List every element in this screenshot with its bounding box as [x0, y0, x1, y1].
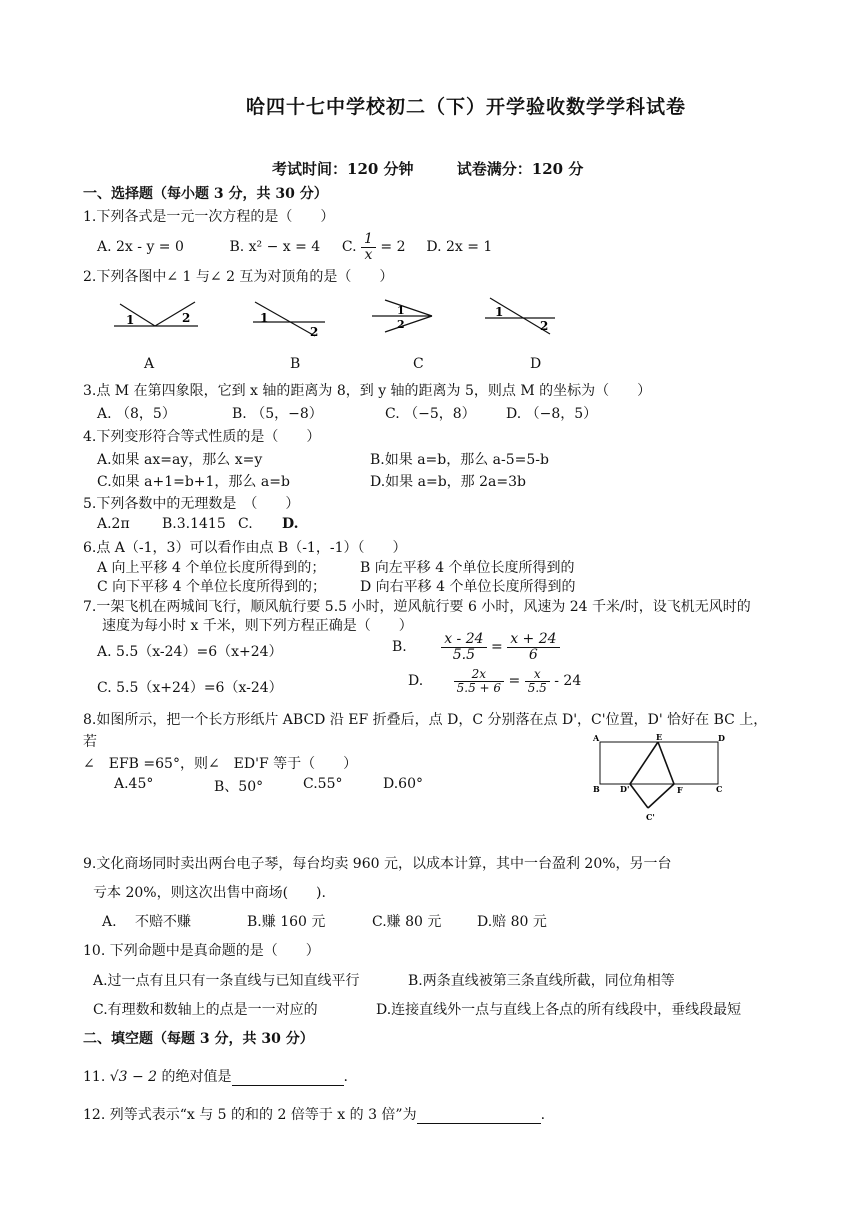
- q4-option-b: B.如果 a=b，那么 a-5=5-b: [370, 452, 549, 468]
- fig-b-angle-2: 2: [310, 325, 319, 339]
- q5-option-b: B.3.1415: [162, 516, 226, 532]
- fig-label-f: F: [677, 785, 683, 795]
- fig-d-angle-2: 2: [540, 319, 549, 333]
- question-7-stem: 7.一架飞机在两城间飞行，顺风航行要 5.5 小时，逆风航行要 6 小时，风速为 24 千米/时，设飞机无风时的: [83, 599, 751, 615]
- fig-d-angle-1: 1: [495, 305, 504, 319]
- q10-option-a: A.过一点有且只有一条直线与已知直线平行: [93, 973, 360, 989]
- section-heading-choice: 一、选择题（每小题 3 分，共 30 分）: [83, 186, 328, 202]
- question-6-stem: 6.点 A（-1，3）可以看作由点 B（-1，-1）（ ）: [83, 540, 407, 556]
- q8-option-d: D.60°: [383, 776, 423, 792]
- figure-label-c: C: [413, 356, 424, 372]
- q1-fraction: $\frac{1}{x}$: [361, 232, 376, 262]
- q1-option-c: C. $\frac{1}{x}$ = 2: [341, 231, 406, 263]
- question-3-stem: 3.点 M 在第四象限，它到 x 轴的距离为 8，到 y 轴的距离为 5，则点 M 的坐标为（ ）: [83, 383, 652, 399]
- q8-option-b: B、50°: [214, 779, 264, 795]
- q9-option-b: B.赚 160 元: [247, 914, 326, 930]
- question-7-stem-cont: 速度为每小时 x 千米，则下列方程正确是（ ）: [102, 618, 413, 634]
- q10-option-b: B.两条直线被第三条直线所截，同位角相等: [408, 973, 675, 989]
- q3-option-b: B. （5，−8）: [232, 406, 323, 422]
- q6-option-a: A 向上平移 4 个单位长度所得到的；: [97, 560, 326, 576]
- figure-label-a: A: [144, 356, 155, 372]
- question-9-stem-cont: 亏本 20%，则这次出售中商场( ).: [93, 885, 326, 901]
- q9-option-d: D.赔 80 元: [477, 914, 547, 930]
- fig-a-angle-1: 1: [126, 313, 135, 327]
- section-heading-fill: 二、填空题（每题 3 分，共 30 分）: [83, 1031, 314, 1047]
- fig-label-d: D: [718, 733, 725, 743]
- q11-answer-blank[interactable]: [232, 1071, 344, 1086]
- q5-option-a: A.2π: [97, 516, 130, 532]
- fig-c-angle-1: 1: [397, 304, 405, 317]
- fig-label-b: B: [593, 784, 600, 794]
- question-9-stem: 9.文化商场同时卖出两台电子琴，每台均卖 960 元，以成本计算，其中一台盈利 20%，另一台: [83, 856, 672, 872]
- question-8-stem: 8.如图所示，把一个长方形纸片 ABCD 沿 EF 折叠后，点 D，C 分别落在点 D'，C'位置，D' 恰好在 BC 上，: [83, 712, 768, 728]
- q5-option-c: C.: [238, 516, 253, 532]
- q8-option-c: C.55°: [303, 776, 343, 792]
- fig-label-a: A: [593, 733, 600, 743]
- q4-option-d: D.如果 a=b，那 2a=3b: [370, 474, 526, 490]
- q8-option-a: A.45°: [114, 776, 154, 792]
- q7-option-a: A. 5.5（x-24）=6（x+24）: [97, 644, 283, 660]
- fig-b-angle-1: 1: [260, 311, 269, 325]
- question-10-stem: 10. 下列命题中是真命题的是（ ）: [83, 943, 320, 959]
- q6-option-b: B 向左平移 4 个单位长度所得到的: [360, 560, 575, 576]
- q7-option-b: B. $\frac{x - 24}{5.5}$ = $\frac{x + 24}{6}$: [392, 632, 560, 662]
- figure-b: [253, 302, 325, 339]
- page-title: 哈四十七中学校初二（下）开学验收数学学科试卷: [246, 96, 687, 118]
- exam-meta: [272, 158, 621, 179]
- q12-answer-blank[interactable]: [417, 1109, 541, 1124]
- question-5-stem: 5.下列各数中的无理数是 （ ）: [83, 496, 300, 512]
- exam-time: 考试时间：120 分钟: [272, 160, 414, 178]
- q4-option-c: C.如果 a+1=b+1，那么 a=b: [97, 474, 290, 490]
- figure-c: [372, 300, 432, 332]
- figure-d: [485, 298, 555, 334]
- question-12: 12. 列等式表示“x 与 5 的和的 2 倍等于 x 的 3 倍”为 .: [83, 1107, 546, 1123]
- q3-option-a: A. （8，5）: [97, 406, 176, 422]
- question-8-stem-cont: 若: [83, 734, 97, 750]
- question-1-stem: 1.下列各式是一元一次方程的是（ ）: [83, 209, 335, 225]
- fig-label-e: E: [656, 732, 663, 742]
- q10-option-c: C.有理数和数轴上的点是一一对应的: [93, 1002, 318, 1018]
- fig-label-c: C: [716, 784, 723, 794]
- figure-label-b: B: [290, 356, 301, 372]
- question-2-figures: [100, 292, 580, 352]
- q3-option-c: C. （−5，8）: [385, 406, 476, 422]
- q11-expression: √3 − 2: [109, 1069, 158, 1085]
- fig-a-angle-2: 2: [182, 311, 191, 325]
- q3-option-d: D. （−8，5）: [506, 406, 598, 422]
- question-4-stem: 4.下列变形符合等式性质的是（ ）: [83, 429, 321, 445]
- figure-label-d: D: [530, 356, 542, 372]
- exam-score: 试卷满分：120 分: [456, 160, 584, 178]
- q6-option-c: C 向下平移 4 个单位长度所得到的；: [97, 579, 326, 595]
- question-2-stem: 2.下列各图中∠ 1 与∠ 2 互为对顶角的是（ ）: [83, 269, 394, 285]
- figure-a: [114, 302, 198, 327]
- q10-option-d: D.连接直线外一点与直线上各点的所有线段中，垂线段最短: [376, 1002, 742, 1018]
- fig-label-c-prime: C': [646, 812, 655, 822]
- q5-option-d: D.: [282, 516, 299, 532]
- q7-option-d: D. $\frac{2x}{5.5 + 6}$ = $\frac{x}{5.5}$ - 24: [408, 667, 582, 695]
- fig-label-d-prime: D': [620, 784, 630, 794]
- q1-option-b: B. x² − x = 4: [229, 239, 321, 256]
- q1-option-a: A. 2x - y = 0: [97, 239, 184, 256]
- q9-option-a: A. 不赔不赚: [102, 914, 192, 930]
- fig-c-angle-2: 2: [397, 318, 405, 331]
- q7-option-c: C. 5.5（x+24）=6（x-24）: [97, 680, 283, 696]
- question-8-figure: [588, 730, 738, 830]
- question-11: 11. √3 − 2 的绝对值是 .: [83, 1069, 348, 1085]
- q6-option-d: D 向右平移 4 个单位长度所得到的: [360, 579, 576, 595]
- q9-option-c: C.赚 80 元: [372, 914, 442, 930]
- question-8-stem-angle: ∠ EFB =65°，则∠ ED'F 等于（ ）: [83, 756, 358, 772]
- q4-option-a: A.如果 ax=ay，那么 x=y: [97, 452, 263, 468]
- q1-option-d: D. 2x = 1: [426, 239, 493, 256]
- question-1-options: [97, 232, 492, 262]
